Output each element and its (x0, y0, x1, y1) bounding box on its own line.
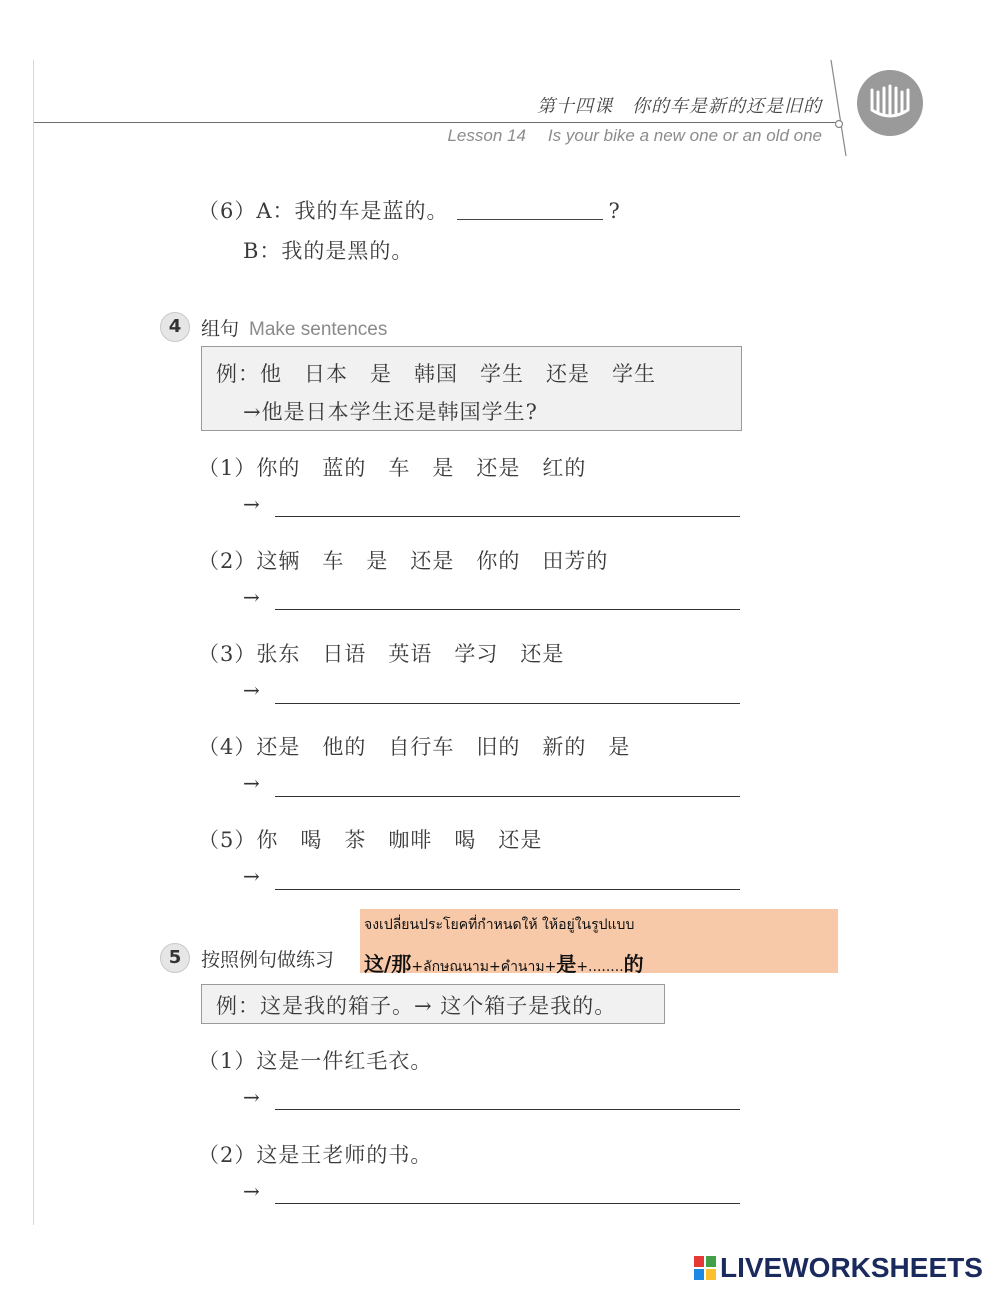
section-4-item-3-arrow: → (243, 678, 260, 702)
header-rule (34, 122, 839, 123)
liveworksheets-brand (694, 1252, 983, 1284)
section-4-item-3-answer-line[interactable] (275, 703, 740, 704)
lesson-subtitle-en: Is your bike a new one or an old one (547, 126, 822, 145)
book-badge-icon (826, 58, 936, 158)
section-5-example: 例：这是我的箱子。→ 这个箱子是我的。 (216, 994, 617, 1018)
section-4-item-2-answer-line[interactable] (275, 609, 740, 610)
prev-item-a-blank[interactable] (457, 199, 603, 220)
section-4-title-zh: 组句 (201, 318, 240, 340)
section-4-item-2: （2）这辆 车 是 还是 你的 田芳的 (198, 549, 609, 573)
section-4-title-en: Make sentences (249, 319, 388, 340)
section-4-item-4: （4）还是 他的 自行车 旧的 新的 是 (198, 735, 631, 759)
section-4-item-5-arrow: → (243, 864, 260, 888)
section-4-item-1: （1）你的 蓝的 车 是 还是 红的 (198, 456, 587, 480)
section-4-item-4-arrow: → (243, 771, 260, 795)
note-pattern-dots: +........ (576, 959, 624, 975)
note-pattern-demonstrative: 这/那 (364, 952, 412, 976)
section-5-item-2-answer-line[interactable] (275, 1203, 740, 1204)
prev-item-a-question-mark: ? (608, 199, 621, 223)
section-5-title-zh: 按照例句做练习 (201, 949, 335, 971)
lesson-badge (826, 58, 936, 158)
note-pattern-middle: +ลักษณนาม+คำนาม+ (411, 959, 557, 975)
section-4-heading (201, 314, 387, 341)
page-margin-rule (33, 60, 34, 1225)
liveworksheets-brand-text: LIVEWORKSHEETS (720, 1252, 983, 1283)
section-4-item-5-answer-line[interactable] (275, 889, 740, 890)
prev-item-b: B：我的是黑的。 (243, 239, 414, 263)
section-4-example-line1: 例：他 日本 是 韩国 学生 还是 学生 (216, 362, 656, 386)
section-4-item-2-arrow: → (243, 585, 260, 609)
lesson-title-en (380, 126, 822, 146)
section-4-example-line2: →他是日本学生还是韩国学生? (243, 400, 538, 424)
section-4-item-5: （5）你 喝 茶 咖啡 喝 还是 (198, 828, 543, 852)
section-4-number: 4 (160, 312, 190, 342)
instruction-note-line1: จงเปลี่ยนประโยคที่กำหนดให้ ให้อยู่ในรูปแบบ (364, 917, 635, 933)
note-pattern-shi: 是 (556, 952, 577, 976)
note-pattern-de: 的 (623, 952, 644, 976)
lesson-number-en: Lesson 14 (447, 126, 526, 145)
section-5-item-1-arrow: → (243, 1085, 260, 1109)
section-4-item-1-arrow: → (243, 492, 260, 516)
section-5-item-2-arrow: → (243, 1179, 260, 1203)
section-5-item-1: （1）这是一件红毛衣。 (198, 1049, 433, 1073)
lesson-title-zh: 第十四课 你的车是新的还是旧的 (537, 96, 822, 117)
prev-item-a (198, 195, 621, 225)
liveworksheets-logo-icon (694, 1256, 716, 1280)
section-5-item-2: （2）这是王老师的书。 (198, 1143, 433, 1167)
instruction-note-line2 (364, 948, 644, 978)
section-5-number: 5 (160, 943, 190, 973)
prev-item-a-text: （6）A：我的车是蓝的。 (198, 199, 449, 223)
section-4-item-1-answer-line[interactable] (275, 516, 740, 517)
section-5-item-1-answer-line[interactable] (275, 1109, 740, 1110)
section-4-item-4-answer-line[interactable] (275, 796, 740, 797)
section-4-item-3: （3）张东 日语 英语 学习 还是 (198, 642, 565, 666)
